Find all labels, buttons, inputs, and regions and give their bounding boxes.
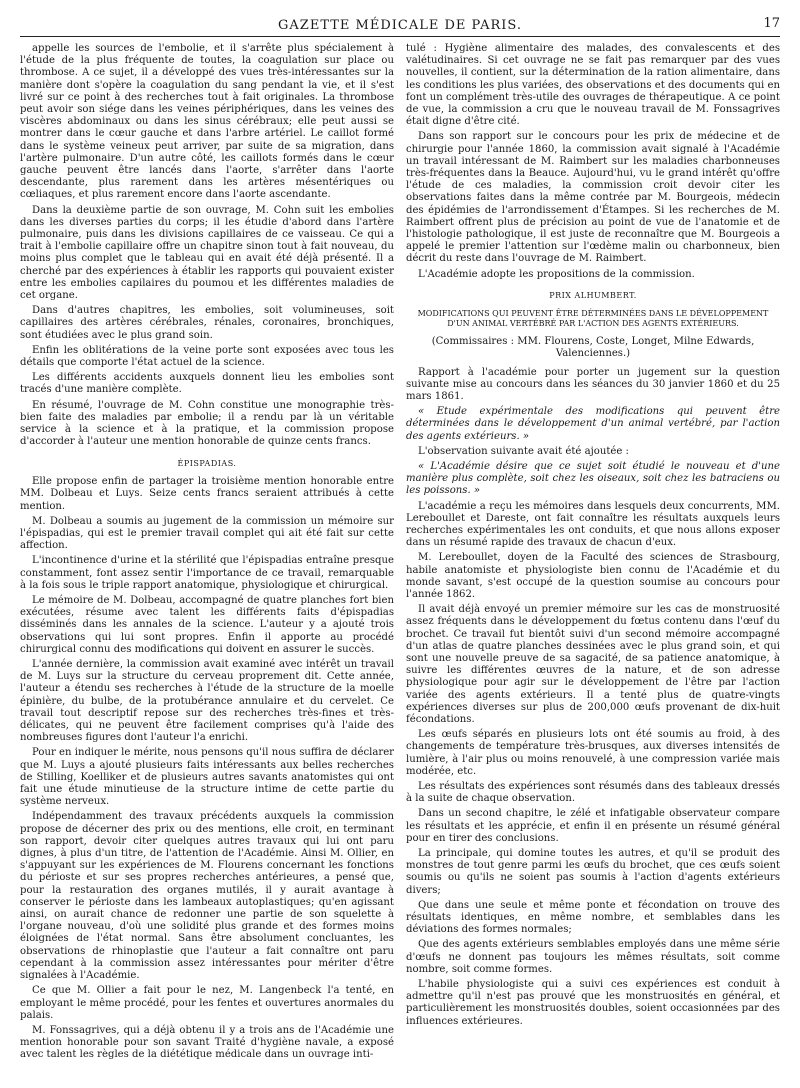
quote-text: « Etude expérimentale des modifications qui peuvent être déterminées dans le développement d'un animal vertébré, par l'action des agents extérieurs. »: [406, 406, 780, 442]
paragraph: Les œufs séparés en plusieurs lots ont été soumis au froid, à des changements de température très-brusques, aux diverses intensités de lumière, à l'air plus ou moins renouvelé, à une compression variée mais modérée, etc.: [406, 729, 780, 777]
paragraph: L'année dernière, la commission avait examiné avec intérêt un travail de M. Luys sur la structure du cerveau proprement dit. Cette année, l'auteur a étendu ses recherches à l'étude de la structure de la moelle épinière, du bulbe, de la protubérance annulaire et du cervelet. Ce travail tout descriptif repose sur des recherches très-fines et très-délicates, qui ne peuvent être facilement comprises qu'à l'aide des nombreuses figures dont l'auteur l'a enrichi.: [20, 659, 394, 744]
right-column: [406, 43, 780, 1065]
journal-title: GAZETTE MÉDICALE DE PARIS.: [278, 17, 522, 33]
paragraph: Les différents accidents auxquels donnent lieu les embolies sont tracés d'une manière complète.: [20, 372, 394, 396]
paragraph: L'habile physiologiste qui a suivi ces expériences est conduit à admettre qu'il n'est pas prouvé que les monstruosités en général, et particulièrement les monstruosités doubles, soient occasionnées par des influences extérieures.: [406, 979, 780, 1027]
section-subtitle: MODIFICATIONS QUI PEUVENT ÊTRE DÉTERMINÉES DANS LE DÉVELOPPEMENT D'UN ANIMAL VERTÉBRÉ PAR L'ACTION DES AGENTS EXTÉRIEURS.: [417, 308, 769, 329]
paragraph: Dans un second chapitre, le zélé et infatigable observateur compare les résultats et les apprécie, et enfin il en présente un résumé général pour en tirer des conclusions.: [406, 808, 780, 844]
paragraph: Que des agents extérieurs semblables employés dans une même série d'œufs ne donnent pas toujours les mêmes résultats, soit comme nombre, soit comme formes.: [406, 939, 780, 975]
paragraph: Enfin les oblitérations de la veine porte sont exposées avec tous les détails que comporte l'état actuel de la science.: [20, 344, 394, 369]
left-column: [20, 43, 394, 1065]
paragraph: L'observation suivante avait été ajoutée :: [418, 445, 629, 457]
paragraph: Dans son rapport sur le concours pour les prix de médecine et de chirurgie pour l'année 1860, la commission avait signalé à l'Académie un travail intéressant de M. Raimbert sur les maladies charbonneuses très-fréquentes dans la Beauce. Aujourd'hui, vu le grand intérêt qu'offre l'étude de ces maladies, la commission croit devoir citer les observations faites dans la même contrée par M. Bourgeois, médecin des épidémies de l'arrondissement d'Étampes. Si les recherches de M. Raimbert offrent plus de précision au point de vue de l'anatomie et de l'histologie pathologique, il est juste de reconnaître que M. Bourgeois a appelé le premier l'attention sur l'œdème malin ou charbonneux, bien décrit du reste dans l'ouvrage de M. Raimbert.: [406, 131, 780, 265]
paragraph: Les résultats des expériences sont résumés dans des tableaux dressés à la suite de chaque observation.: [406, 781, 780, 805]
paragraph: Dans la deuxième partie de son ouvrage, M. Cohn suit les embolies dans les diverses parties du corps; il les étudie d'abord dans l'artère pulmonaire, puis dans les divisions capillaires de ce vaisseau. Ce qui a trait à l'embolie capillaire offre un chapitre sinon tout à fait nouveau, du moins plus complet que le tableau qui en avait été déjà présenté. Il a cherché par des expériences à établir les rapports qui pouvaient exister entre les embolies capilaires du poumou et les différentes maladies de cet organe.: [20, 204, 394, 302]
paragraph: Indépendamment des travaux précédents auxquels la commission propose de décerner des prix ou des mentions, elle croit, en terminant son rapport, devoir citer quelques autres travaux qui lui ont paru dignes, à plus d'un titre, de l'attention de l'Académie. Ainsi M. Ollier, en s'appuyant sur les expériences de M. Flourens concernant les fonctions du périoste et sur ses propres recherches antérieures, a pensé que, pour la restauration des organes mutilés, il y aurait avantage à conserver le périoste dans les lambeaux autoplastiques; qu'en agissant ainsi, on aurait chance de redonner une partie de son squelette à l'organe nouveau, d'où une solidité plus grande et des formes moins éloignées de l'état normal. Sans être absolument concluantes, les observations de rhinoplastie que l'auteur a fait connaître ont paru cependant à la commission assez intéressantes pour mériter d'être signalées à l'Académie.: [20, 811, 394, 982]
page-number: 17: [763, 16, 780, 31]
paragraph: M. Lereboullet, doyen de la Faculté des sciences de Strasbourg, habile anatomiste et physiologiste bien connu de l'Académie et du monde savant, s'est occupé de la question soumise au concours pour l'année 1862.: [406, 552, 780, 600]
paragraph: M. Dolbeau a soumis au jugement de la commission un mémoire sur l'épispadias, qui est le premier travail complet qui ait été fait sur cette affection.: [20, 515, 394, 552]
paragraph: Il avait déjà envoyé un premier mémoire sur les cas de monstruosité assez fréquents dans le développement du fœtus contenu dans l'œuf du brochet. Ce travail fut bientôt suivi d'un second mémoire accompagné d'un atlas de quatre planches dessinées avec le plus grand soin, et qui sont une nouvelle preuve de sa sagacité, de sa patience anatomique, à suivre les différentes œuvres de la nature, et de son adresse physiologique pour agir sur le développement de l'être par l'action variée des agents extérieurs. Il a tenté plus de quatre-vingts expériences diverses sur plus de 200,000 œufs provenant de dix-huit fécondations.: [406, 604, 780, 726]
quoted-note: [406, 461, 780, 498]
paragraph: Rapport à l'académie pour porter un jugement sur la question suivante mise au concours dans les séances du 30 janvier 1860 et du 25 mars 1861.: [406, 366, 780, 402]
paragraph: En résumé, l'ouvrage de M. Cohn constitue une monographie très-bien faite des maladies par embolie; il a rendu par là un véritable service à la science et à la pratique, et la commission propose d'accorder à l'auteur une mention honorable de quinze cents francs.: [20, 399, 394, 448]
paragraph: L'incontinence d'urine et la stérilité que l'épispadias entraîne presque constamment, font assez sentir l'importance de ce travail, remarquable à la fois sous le triple rapport anatomique, physiologique et chirurgical.: [20, 555, 394, 591]
quote-text: « L'Académie désire que ce sujet soit étudié le nouveau et d'une manière plus complète, soit chez les oiseaux, soit chez les batraciens ou les poissons. »: [406, 460, 780, 497]
section-title: PRIX ALHUMBERT.: [549, 290, 637, 300]
paragraph: Pour en indiquer le mérite, nous pensons qu'il nous suffira de déclarer que M. Luys a ajouté plusieurs faits intéressants aux belles recherches de Stilling, Koelliker et de plusieurs autres savants anatomistes qui ont fait une étude minutieuse de la structure intime de cette partie du système nerveux.: [20, 747, 394, 808]
quoted-question: [406, 406, 780, 443]
paragraph: L'Académie adopte les propositions de la commission.: [418, 268, 695, 280]
paragraph: Ce que M. Ollier a fait pour le nez, M. Langenbeck l'a tenté, en employant le même procédé, pour les fentes et ouvertures anormales du palais.: [20, 985, 394, 1021]
paragraph: La principale, qui domine toutes les autres, et qu'il se produit des monstres de tout genre parmi les œufs du brochet, que ces œufs soient soumis ou qu'ils ne soient pas soumis à l'action d'agents extérieurs divers;: [406, 848, 780, 896]
paragraph: Elle propose enfin de partager la troisième mention honorable entre MM. Dolbeau et Luys. Seize cents francs seraient attribués à cette mention.: [20, 476, 394, 512]
page-header: [20, 14, 780, 37]
paragraph: Le mémoire de M. Dolbeau, accompagné de quatre planches fort bien exécutées, résume avec talent les différents faits d'épispadias disséminés dans les annales de la science. L'auteur y a ajouté trois observations qui lui sont propres. Enfin il apporte au procédé chirurgical connu des modifications qui doivent en assurer le succès.: [20, 595, 394, 655]
commission-members: (Commissaires : MM. Flourens, Coste, Longet, Milne Edwards, Valenciennes.): [431, 336, 755, 360]
paragraph: M. Fonssagrives, qui a déjà obtenu il y a trois ans de l'Académie une mention honorable pour son savant Traité d'hygiène navale, a exposé avec talent les règles de la diététique médicale dans un ouvrage inti-: [20, 1024, 394, 1061]
paragraph: L'académie a reçu les mémoires dans lesquels deux concurrents, MM. Lereboullet et Dareste, ont fait connaître les résultats auxquels leurs recherches expérimentales les ont conduits, et que nous allons exposer dans un résumé rapide des travaux de chacun d'eux.: [406, 500, 780, 549]
paragraph: Dans d'autres chapitres, les embolies, soit volumineuses, soit capillaires des artères cérébrales, rénales, coronaires, bronchiques, sont étudiées avec le plus grand soin.: [20, 305, 394, 341]
paragraph: Que dans une seule et même ponte et fécondation on trouve des résultats identiques, en même nombre, et semblables dans les déviations des formes normales;: [406, 899, 780, 936]
paragraph: tulé : Hygiène alimentaire des malades, des convalescents et des valétudinaires. Si cet ouvrage ne se fait pas remarquer par des vues nouvelles, il contient, sur la détermination de la ration alimentaire, dans les conditions les plus variées, des observations et des documents qui en font un complément très-utile des ouvrages de thérapeutique. A ce point de vue, la commission a cru que le nouveau travail de M. Fonssagrives était digne d'être cité.: [406, 43, 780, 128]
paragraph: appelle les sources de l'embolie, et il s'arrête plus spécialement à l'étude de la plus fréquente de toutes, la coagulation sur place ou thrombose. A ce sujet, il a développé des vues très-intéressantes sur la manière dont s'opère la coagulation du sang pendant la vie, et il s'est livré sur ce point à des recherches tout à fait originales. La thrombose peut avoir son siége dans les veines périphériques, dans les veines des viscères abdominaux ou dans les sinus cérébraux; elle peut aussi se montrer dans le cœur gauche et dans l'arbre artériel. Le caillot formé dans le système veineux peut arriver, par suite de sa migration, dans l'artère pulmonaire. D'un autre côté, les caillots formés dans le cœur gauche peuvent être lancés dans l'aorte, s'arrêter dans l'aorte descendante, plus rarement dans les artères mésentériques ou cœliaques, et plus rarement encore dans l'aorte ascendante.: [20, 43, 394, 201]
article-columns: [20, 43, 780, 1065]
section-title: ÉPISPADIAS.: [177, 458, 237, 468]
